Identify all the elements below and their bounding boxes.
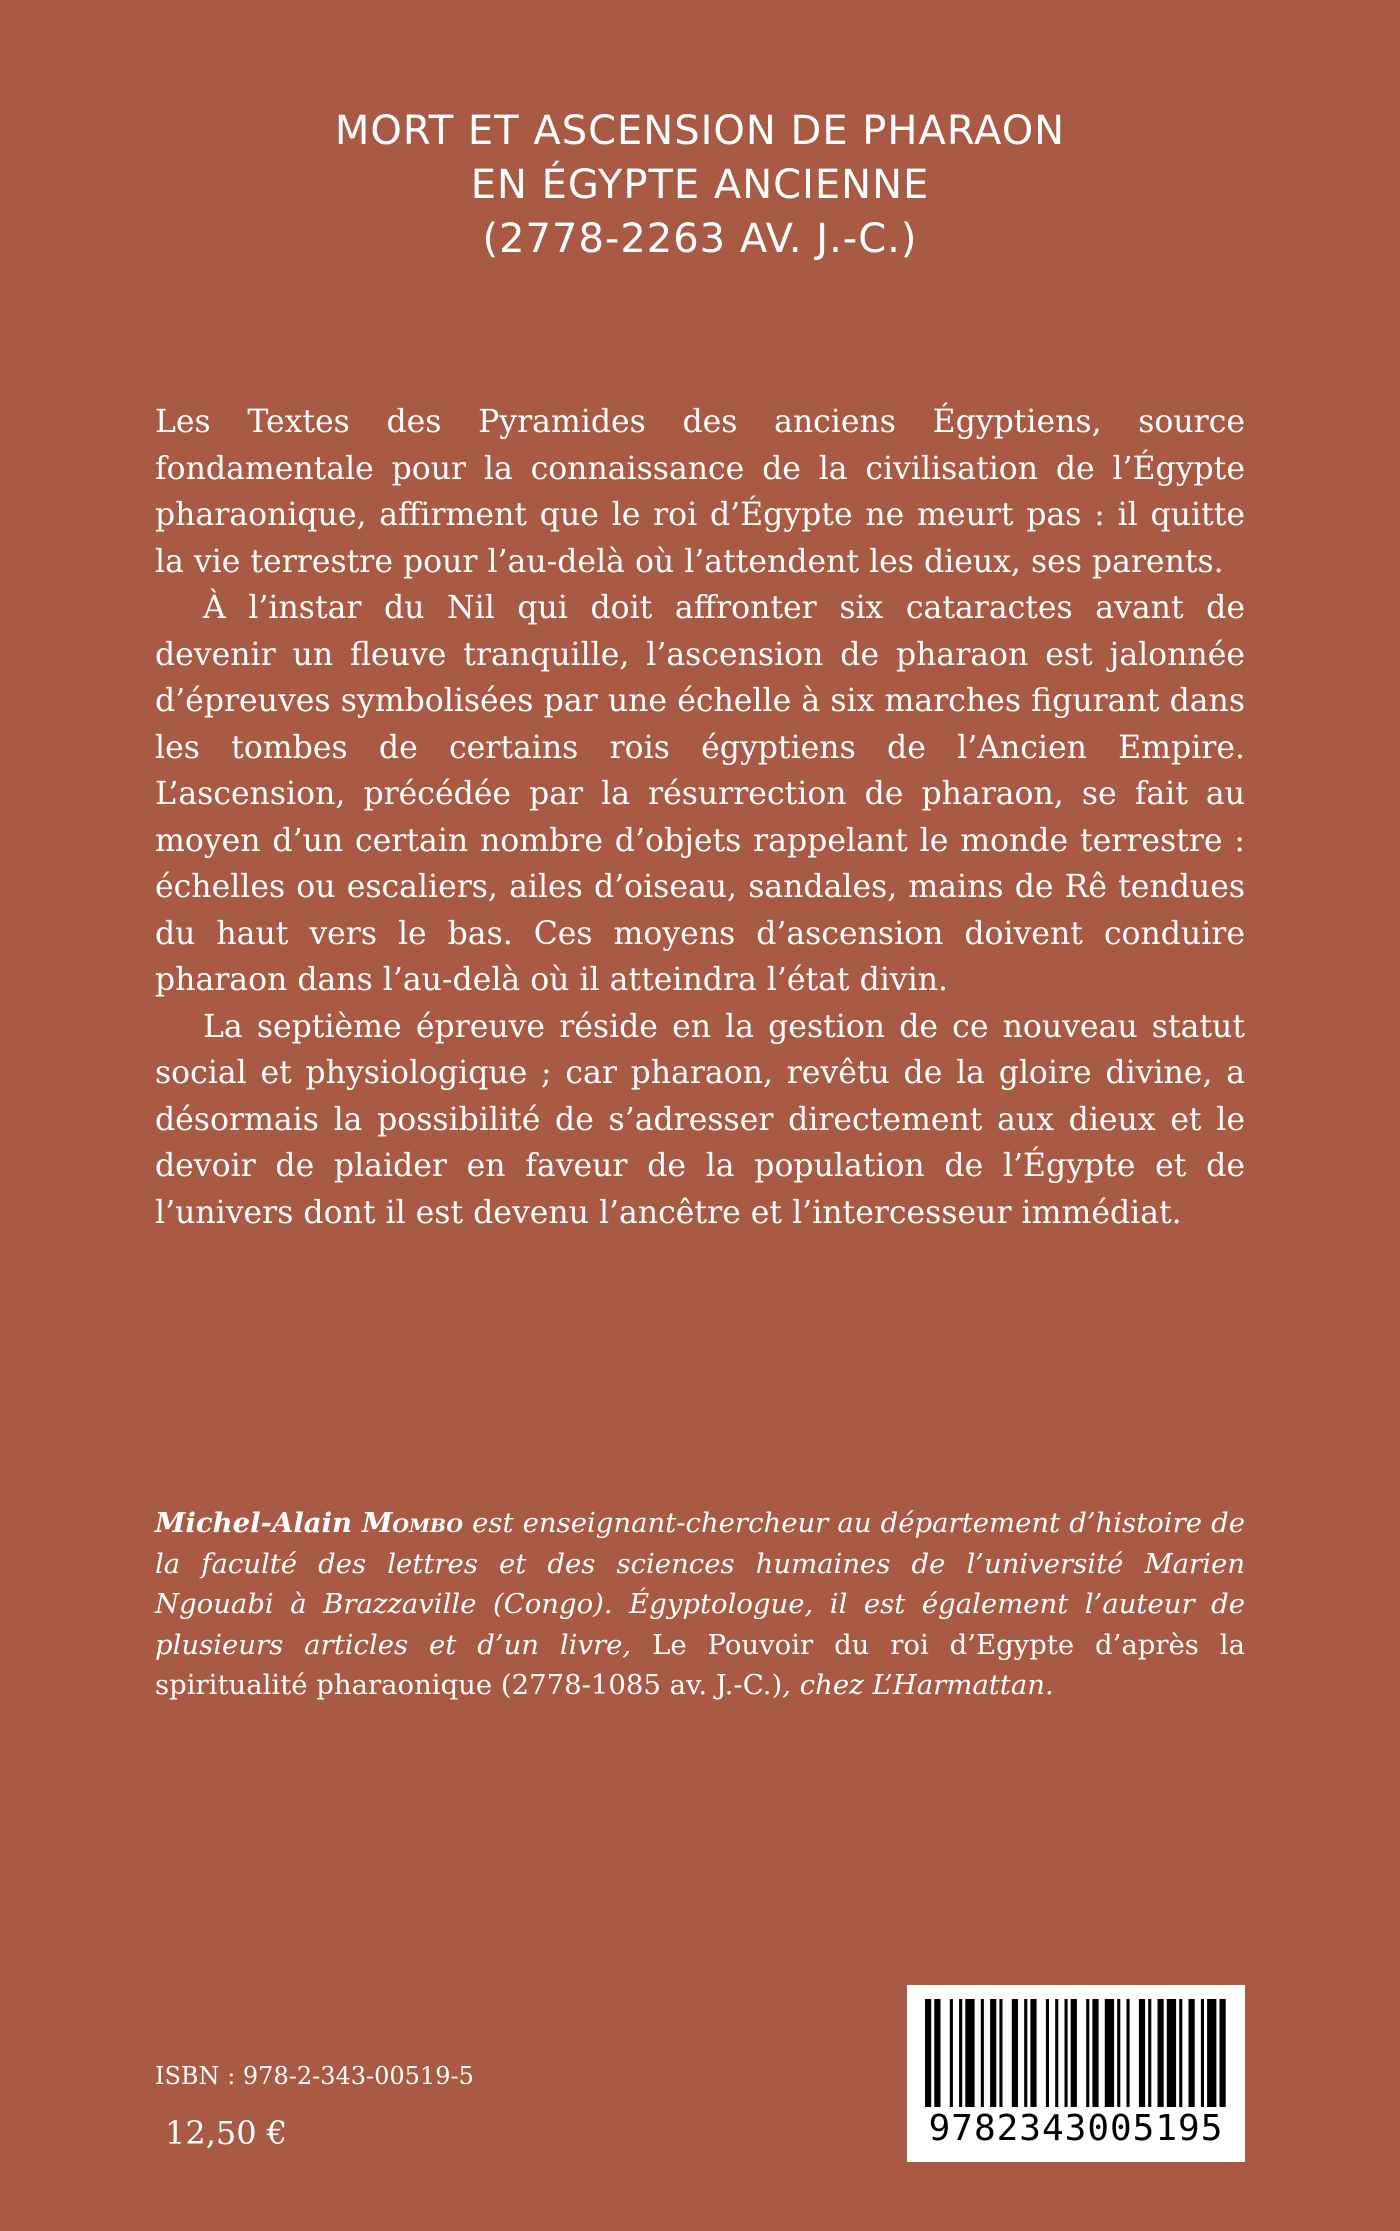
barcode-bar: [959, 1999, 962, 2107]
barcode-bars: [921, 1999, 1231, 2107]
barcode-bar: [1167, 1999, 1176, 2107]
barcode-bar: [1092, 1999, 1098, 2107]
barcode-bar: [965, 1999, 974, 2107]
barcode-bar: [1055, 1999, 1058, 2107]
summary-paragraph-1: Les Textes des Pyramides des anciens Égyptiens, source fondamentale pour la connaissance de la civilisation de l’Égypte pharaonique, affirment que le roi d’Égypte ne meurt pas : il quitte la vie terrestre pour l’au-delà où l’attendent les dieux, ses parents.: [155, 404, 1245, 580]
barcode-bar: [1071, 1999, 1077, 2107]
summary-paragraph-3: La septième épreuve réside en la gestion de ce nouveau statut social et physiologique ; car pharaon, revêtu de la gloire divine, a désormais la possibilité de s’adresser directement aux dieux et le devoir de plaider en faveur de la population de l’Égypte et de l’univers dont il est devenu l’ancêtre et l’intercesseur immédiat.: [155, 1008, 1245, 1231]
barcode-bar: [1030, 1999, 1036, 2107]
barcode: [907, 1985, 1245, 2162]
title-line-2: EN ÉGYPTE ANCIENNE: [470, 162, 930, 208]
barcode-bar: [1158, 1999, 1164, 2107]
barcode-bar: [1127, 1999, 1130, 2107]
barcode-bar: [1139, 1999, 1145, 2107]
barcode-bar: [1012, 1999, 1018, 2107]
barcode-bar: [1207, 1999, 1216, 2107]
barcode-bar: [1046, 1999, 1049, 2107]
barcode-number: 9782343005195: [928, 2108, 1224, 2149]
barcode-bar: [981, 1999, 984, 2107]
barcode-bar: [1148, 1999, 1151, 2107]
author-book-title: Le Pouvoir du roi d’Egypte d’après la spiritualité pharaonique (2778-1085 av. J.-C.): [155, 1628, 1245, 1701]
barcode-bar: [1086, 1999, 1089, 2107]
barcode-bar: [1189, 1999, 1195, 2107]
author-last-name: Mombo: [361, 1507, 463, 1539]
barcode-bar: [1105, 1999, 1114, 2107]
barcode-bar: [1220, 1999, 1226, 2107]
title-line-3: (2778-2263 AV. J.-C.): [482, 216, 918, 262]
barcode-bar: [934, 1999, 940, 2107]
barcode-bar: [950, 1999, 953, 2107]
author-bio: [155, 1503, 1245, 1706]
barcode-bar: [990, 1999, 996, 2107]
book-title: [0, 104, 1400, 266]
barcode-bar: [925, 1999, 931, 2107]
barcode-bar: [1179, 1999, 1182, 2107]
summary-text: [155, 399, 1245, 1236]
isbn-label: ISBN : 978-2-343-00519-5: [155, 2062, 474, 2090]
barcode-bar: [999, 1999, 1002, 2107]
barcode-bar: [1117, 1999, 1120, 2107]
price-label: 12,50 €: [165, 2114, 288, 2152]
author-bio-text-2: , chez L’Harmattan.: [782, 1669, 1054, 1701]
summary-paragraph-2: À l’instar du Nil qui doit affronter six cataractes avant de devenir un fleuve tranquille, l’ascension de pharaon est jalonnée d’épreuves symbolisées par une échelle à six marches figurant dans les tombes de certains rois égyptiens de l’Ancien Empire. L’ascension, précédée par la résurrection de pharaon, se fait au moyen d’un certain nombre d’objets rappelant le monde terrestre : échelles ou escaliers, ailes d’oiseau, sandales, mains de Rê tendues du haut vers le bas. Ces moyens d’ascension doivent conduire pharaon dans l’au-delà où il atteindra l’état divin.: [155, 590, 1245, 998]
author-first-name: Michel-Alain: [155, 1507, 362, 1539]
barcode-bar: [1065, 1999, 1068, 2107]
title-line-1: MORT ET ASCENSION DE PHARAON: [334, 108, 1066, 154]
barcode-bar: [1024, 1999, 1027, 2107]
barcode-bar: [1201, 1999, 1204, 2107]
author-bio-text-1: est enseignant-chercheur au département d’histoire de la faculté des lettres et des sciences humaines de l’université Marien Ngouabi à Brazzaville (Congo). Égyptologue, il est également l’auteur de plusieurs articles et d’un livre,: [155, 1507, 1245, 1661]
